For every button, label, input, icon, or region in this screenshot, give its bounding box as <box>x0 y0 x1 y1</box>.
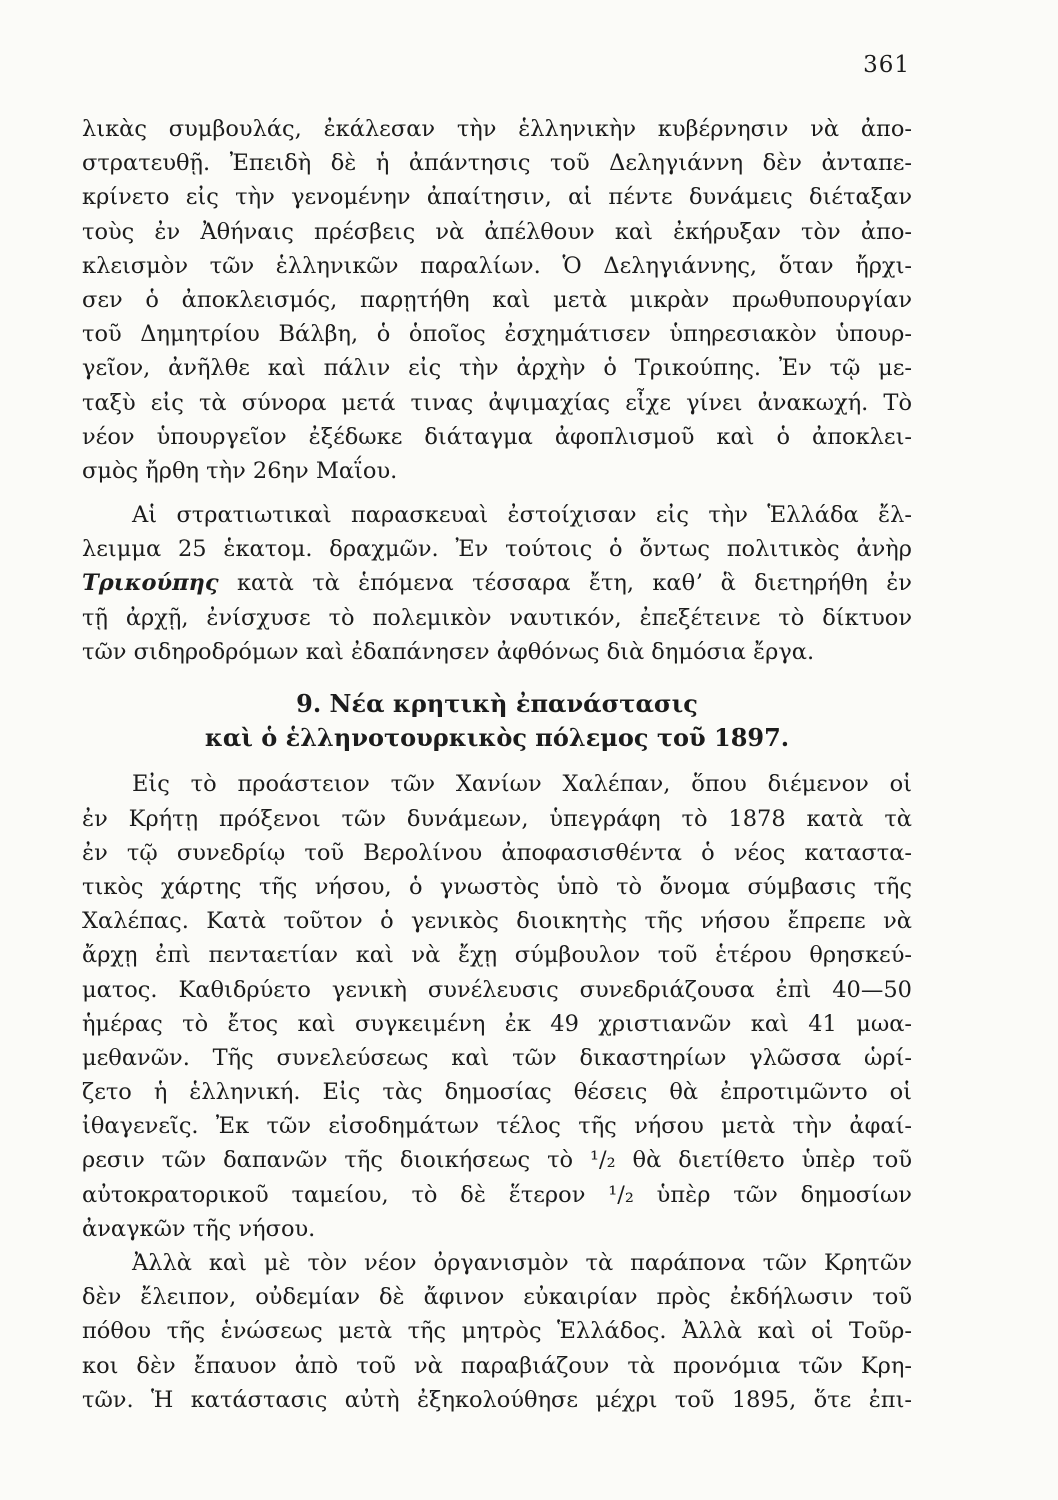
text-line: τοὺς ἐν Ἀθήναις πρέσβεις νὰ ἀπέλθουν καὶ ἐκήρυξαν τὸν ἀπο- <box>82 218 912 245</box>
text-line: τικὸς χάρτης τῆς νήσου, ὁ γνωστὸς ὑπὸ τὸ ὄνομα σύμβασις τῆς <box>82 873 912 900</box>
section-heading <box>82 687 912 755</box>
text-line: Χαλέπας. Κατὰ τοῦτον ὁ γενικὸς διοικητὴς τῆς νήσου ἔπρεπε νὰ <box>82 908 912 935</box>
emphasized-name: Τρικούπης <box>82 570 219 597</box>
text-line: ματος. Καθιδρύετο γενικὴ συνέλευσις συνεδριάζουσα ἐπὶ 40—50 <box>82 976 912 1003</box>
text-line: ἐν Κρήτῃ πρόξενοι τῶν δυνάμεων, ὑπεγράφη τὸ 1878 κατὰ τὰ <box>82 805 912 832</box>
paragraph-2 <box>82 498 912 669</box>
text-line: αὐτοκρατορικοῦ ταμείου, τὸ δὲ ἕτερον ¹/₂ ὑπὲρ τῶν δημοσίων <box>82 1181 912 1208</box>
text-line: στρατευθῇ. Ἐπειδὴ δὲ ἡ ἀπάντησις τοῦ Δεληγιάννη δὲν ἀνταπε- <box>82 150 912 177</box>
text-line: ζετο ἡ ἑλληνική. Εἰς τὰς δημοσίας θέσεις θὰ ἐπροτιμῶντο οἱ <box>82 1079 912 1106</box>
text-line: τῇ ἀρχῇ, ἐνίσχυσε τὸ πολεμικὸν ναυτικόν, ἐπεξέτεινε τὸ δίκτυον <box>82 604 912 631</box>
text-line: δὲν ἔλειπον, οὐδεμίαν δὲ ἄφινον εὐκαιρίαν πρὸς ἐκδήλωσιν τοῦ <box>82 1284 912 1311</box>
text-line: ἰθαγενεῖς. Ἐκ τῶν εἰσοδημάτων τέλος τῆς νήσου μετὰ τὴν ἀφαί- <box>82 1113 912 1140</box>
text-line: κλεισμὸν τῶν ἑλληνικῶν παραλίων. Ὁ Δεληγιάννης, ὅταν ἤρχι- <box>82 252 912 279</box>
text-line: μεθανῶν. Τῆς συνελεύσεως καὶ τῶν δικαστηρίων γλῶσσα ὡρί- <box>82 1044 912 1071</box>
text-line: πόθου τῆς ἑνώσεως μετὰ τῆς μητρὸς Ἑλλάδος. Ἀλλὰ καὶ οἱ Τοῦρ- <box>82 1318 912 1345</box>
text-line: ρεσιν τῶν δαπανῶν τῆς διοικήσεως τὸ ¹/₂ θὰ διετίθετο ὑπὲρ τοῦ <box>82 1147 912 1174</box>
text-line: ταξὺ εἰς τὰ σύνορα μετά τινας ἀψιμαχίας εἶχε γίνει ἀνακωχή. Τὸ <box>82 389 912 416</box>
text-line: κρίνετο εἰς τὴν γενομένην ἀπαίτησιν, αἱ πέντε δυνάμεις διέταξαν <box>82 184 912 211</box>
text-line: ἀναγκῶν τῆς νήσου. <box>82 1215 316 1242</box>
text-fragment: κατὰ τὰ ἑπόμενα τέσσαρα ἔτη, καθʼ ἃ διετηρήθη ἐν <box>218 570 912 597</box>
text-line: σεν ὁ ἀποκλεισμός, παρῃτήθη καὶ μετὰ μικρὰν πρωθυπουργίαν <box>82 286 912 313</box>
text-line: τοῦ Δημητρίου Βάλβη, ὁ ὁποῖος ἐσχημάτισεν ὑπηρεσιακὸν ὑπουρ- <box>82 321 912 348</box>
paragraph-3 <box>82 767 912 1246</box>
text-line: Εἰς τὸ προάστειον τῶν Χανίων Χαλέπαν, ὅπου διέμενον οἱ <box>132 771 912 798</box>
page-number: 361 <box>863 52 910 78</box>
text-line: ἄρχῃ ἐπὶ πενταετίαν καὶ νὰ ἔχῃ σύμβουλον τοῦ ἑτέρου θρησκεύ- <box>82 942 912 969</box>
text-line: λικὰς συμβουλάς, ἐκάλεσαν τὴν ἑλληνικὴν κυβέρνησιν νὰ ἀπο- <box>82 116 912 142</box>
text-line: γεῖον, ἀνῆλθε καὶ πάλιν εἰς τὴν ἀρχὴν ὁ Τρικούπης. Ἐν τῷ με- <box>82 355 912 382</box>
text-line: σμὸς ἤρθη τὴν 26ην Μαΐου. <box>82 457 398 484</box>
text-line: ἐν τῷ συνεδρίῳ τοῦ Βερολίνου ἀποφασισθέντα ὁ νέος καταστα- <box>82 839 912 866</box>
text-line: ἡμέρας τὸ ἔτος καὶ συγκειμένη ἐκ 49 χριστιανῶν καὶ 41 μωα- <box>82 1010 912 1037</box>
text-line <box>82 566 912 600</box>
paragraph-4 <box>82 1246 912 1417</box>
text-line: λειμμα 25 ἑκατομ. δραχμῶν. Ἐν τούτοις ὁ ὄντως πολιτικὸς ἀνὴρ <box>82 536 912 563</box>
text-line: τῶν σιδηροδρόμων καὶ ἐδαπάνησεν ἀφθόνως διὰ δημόσια ἔργα. <box>82 638 815 665</box>
text-line: κοι δὲν ἔπαυον ἀπὸ τοῦ νὰ παραβιάζουν τὰ προνόμια τῶν Κρη- <box>82 1352 912 1379</box>
text-line: Ἀλλὰ καὶ μὲ τὸν νέον ὀργανισμὸν τὰ παράπονα τῶν Κρητῶν <box>132 1250 912 1276</box>
text-line: τῶν. Ἡ κατάστασις αὐτὴ ἐξηκολούθησε μέχρι τοῦ 1895, ὅτε ἐπι- <box>82 1386 912 1413</box>
paragraph-1 <box>82 112 912 488</box>
section-heading-line: 9. Νέα κρητικὴ ἐπανάστασις <box>296 689 698 718</box>
text-line: νέον ὑπουργεῖον ἐξέδωκε διάταγμα ἀφοπλισμοῦ καὶ ὁ ἀποκλει- <box>82 423 912 450</box>
page-body <box>82 112 912 1417</box>
section-heading-line: καὶ ὁ ἑλληνοτουρκικὸς πόλεμος τοῦ 1897. <box>204 723 790 753</box>
text-line: Αἱ στρατιωτικαὶ παρασκευαὶ ἐστοίχισαν εἰς τὴν Ἑλλάδα ἔλ- <box>132 502 912 529</box>
